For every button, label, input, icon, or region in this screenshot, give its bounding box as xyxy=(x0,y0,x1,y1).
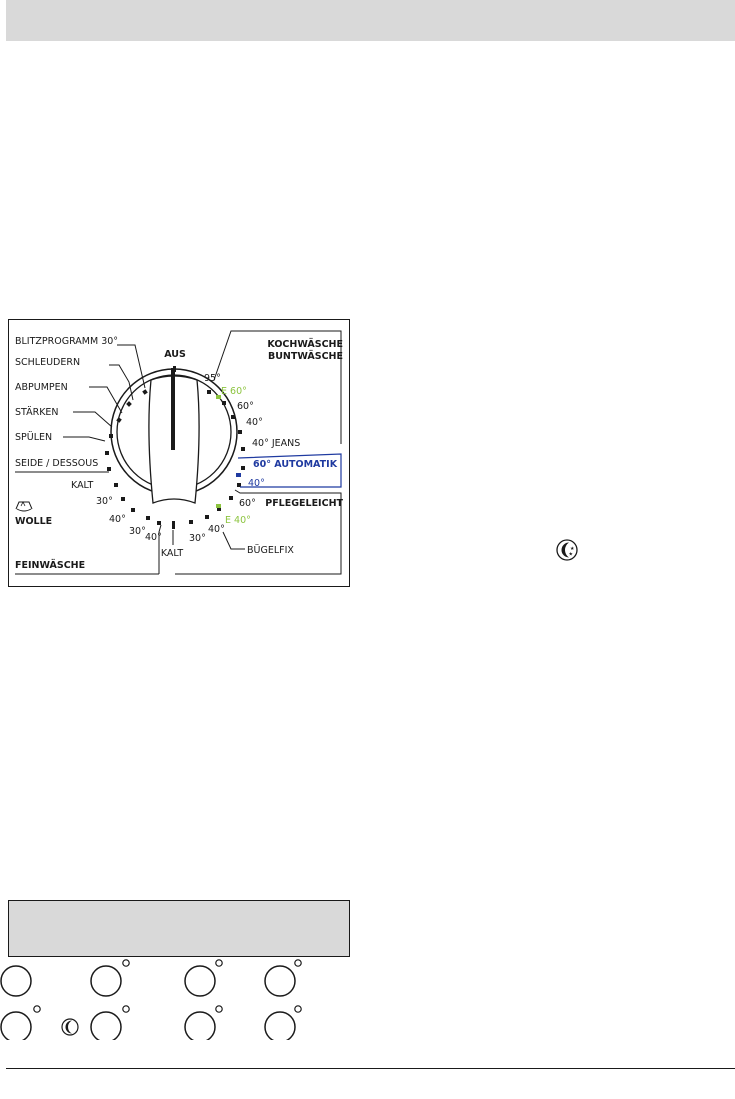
label-60-automatik: 60° AUTOMATIK xyxy=(253,459,338,470)
label-schleudern: SCHLEUDERN xyxy=(15,357,81,368)
label-kalt-bottom: KALT xyxy=(160,548,184,559)
label-staerken: STÄRKEN xyxy=(15,407,59,418)
button-4[interactable] xyxy=(265,966,295,996)
label-feinwaesche: FEINWÄSCHE xyxy=(15,560,86,571)
label-seide-dessous: SEIDE / DESSOUS xyxy=(15,458,99,469)
label-automatik-40: 40° xyxy=(248,478,265,489)
label-buntwaesche: BUNTWÄSCHE xyxy=(267,351,343,362)
header-bar xyxy=(6,0,735,41)
label-wolle-30: 30° xyxy=(96,496,113,507)
label-pflege-60: 60° xyxy=(239,498,256,509)
label-60: 60° xyxy=(237,401,254,412)
label-bugel-30: 30° xyxy=(189,533,206,544)
night-moon-stars-icon xyxy=(556,539,578,561)
button-7[interactable] xyxy=(185,1012,215,1040)
button-5[interactable] xyxy=(1,1012,31,1040)
button-2[interactable] xyxy=(91,966,121,996)
label-wolle-40: 40° xyxy=(109,514,126,525)
indicator-leds xyxy=(34,960,301,1012)
dial-pointer xyxy=(171,368,175,450)
button-3[interactable] xyxy=(185,966,215,996)
program-dial-panel xyxy=(8,319,350,587)
label-e60: E 60° xyxy=(221,386,247,397)
button-1[interactable] xyxy=(1,966,31,996)
night-moon-button-icon xyxy=(62,1019,78,1035)
label-95: 95° xyxy=(204,373,221,384)
control-panel-box xyxy=(8,900,350,957)
label-wolle: WOLLE xyxy=(15,516,53,527)
label-fein-30: 30° xyxy=(129,526,146,537)
footer-rule xyxy=(6,1068,735,1069)
label-e40: E 40° xyxy=(225,515,251,526)
svg-text:★: ★ xyxy=(568,551,573,558)
label-spuelen: SPÜLEN xyxy=(15,432,53,443)
label-40-jeans: 40° JEANS xyxy=(252,438,301,449)
label-buegelfix: BÜGELFIX xyxy=(247,545,294,556)
button-panel xyxy=(0,955,735,1040)
label-abpumpen: ABPUMPEN xyxy=(15,382,68,393)
label-kochwaesche: KOCHWÄSCHE xyxy=(267,339,343,350)
label-40: 40° xyxy=(246,417,263,428)
button-8[interactable] xyxy=(265,1012,295,1040)
wool-hand-wash-icon xyxy=(16,502,32,511)
label-kalt-wolle: KALT xyxy=(71,480,94,491)
label-bugel-40: 40° xyxy=(208,524,225,535)
button-6[interactable] xyxy=(91,1012,121,1040)
program-dial-diagram xyxy=(9,320,351,588)
automatik-tick xyxy=(236,473,241,477)
label-aus: AUS xyxy=(164,349,186,360)
label-fein-40: 40° xyxy=(145,532,162,543)
svg-text:★: ★ xyxy=(570,546,575,552)
label-pflegeleicht: PFLEGELEICHT xyxy=(265,498,343,509)
label-blitzprogramm: BLITZPROGRAMM 30° xyxy=(15,336,119,347)
